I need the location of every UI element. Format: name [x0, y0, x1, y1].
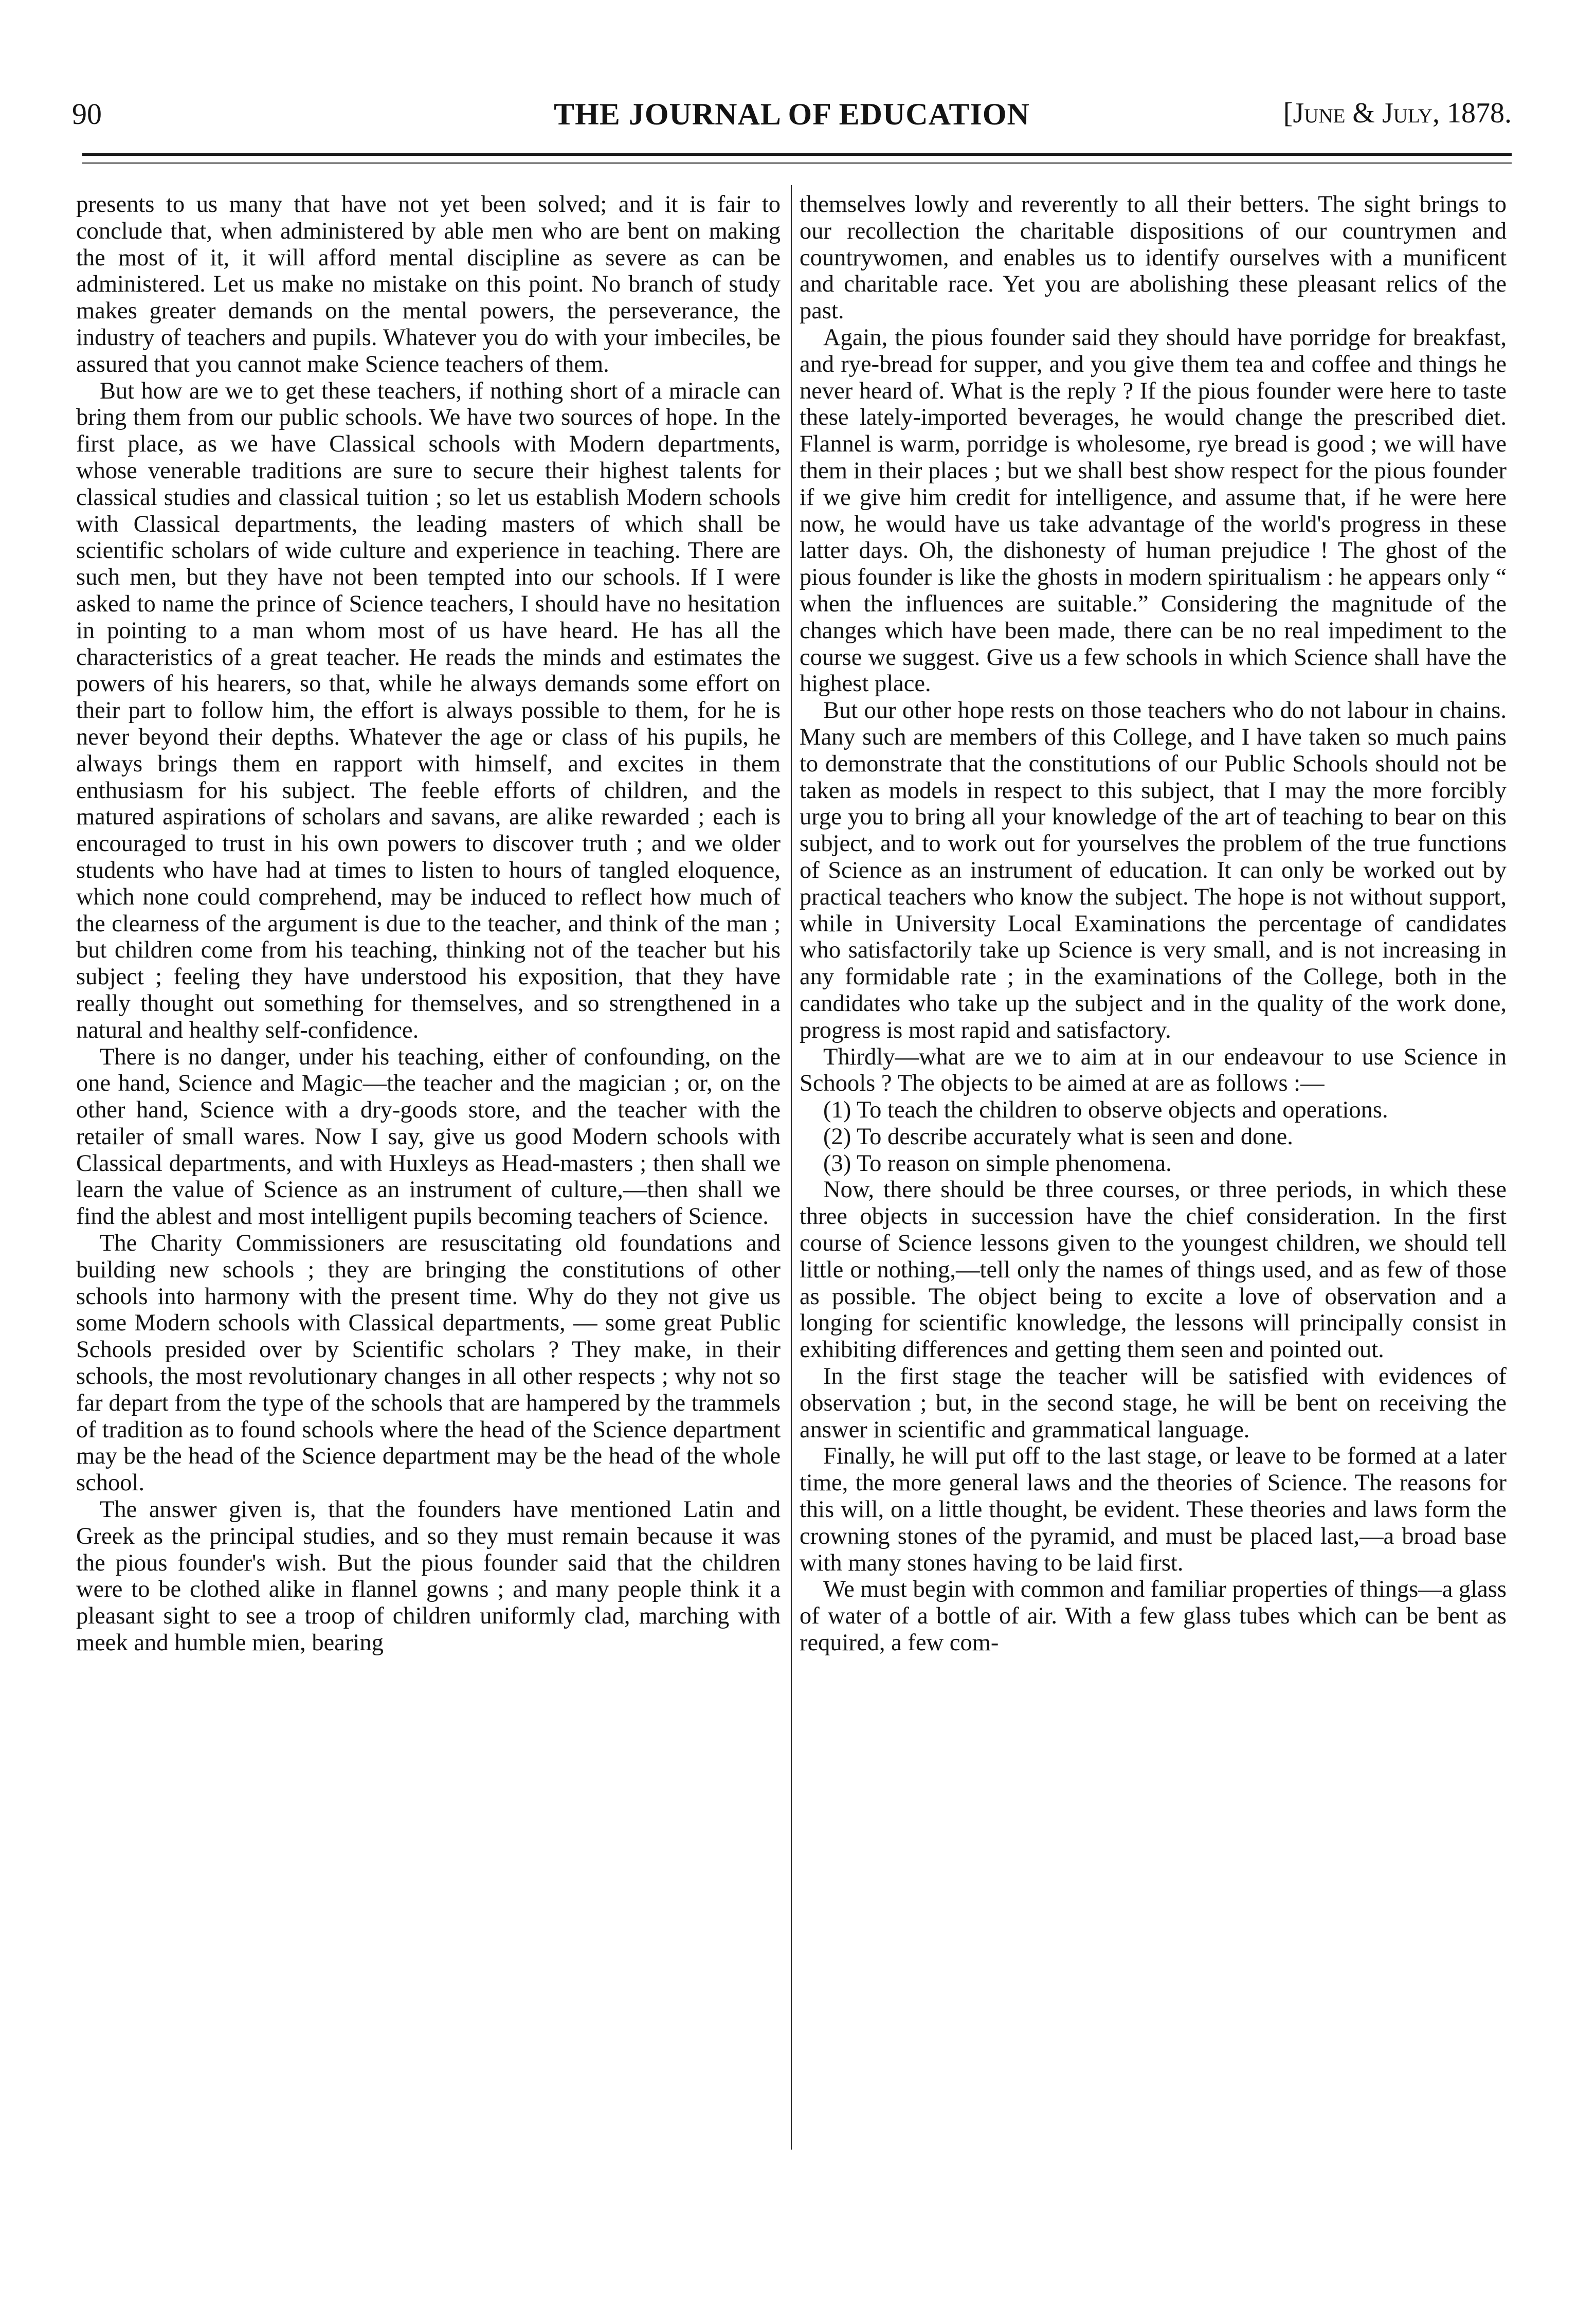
- list-item: (1) To teach the children to observe objects and operations.: [823, 1097, 1388, 1124]
- paragraph: themselves lowly and reverently to all their betters. The sight brings to our recollection the charitable dispositions of our countrymen and countrywomen, and enables us to identify ourselves with a munificent and charitable race. Yet you are abolishing these pleasant relics of the past.: [800, 191, 1507, 324]
- paragraph: But how are we to get these teachers, if nothing short of a miracle can bring them from our public schools. We have two sources of hope. In the first place, as we have Classical schools with Modern departments, whose venerable traditions are sure to secure their highest talents for classical studies and classical tuition ; so let us establish Modern schools with Classical departments, the leading masters of which shall be scientific scholars of wide culture and experience in teaching. There are such men, but they have not been tempted into our schools. If I were asked to name the prince of Science teachers, I should have no hesitation in pointing to a man whom most of us have heard. He has all the characteristics of a great teacher. He reads the minds and estimates the powers of his hearers, so that, while he always demands some effort on their part to follow him, the effort is always possible to them, for he is never beyond their depths. Whatever the age or class of his pupils, he always brings them en rapport with himself, and excites in them enthusiasm for his subject. The feeble efforts of children, and the matured aspirations of scholars and savans, are alike rewarded ; each is encouraged to trust in his own powers to discover truth ; and we older students who have had at times to listen to hours of tangled eloquence, which none could comprehend, may be induced to reflect how much of the clearness of the argument is due to the teacher, and think of the man ; but children come from his teaching, thinking not of the teacher but his subject ; feeling they have understood his exposition, that they have really thought out something for themselves, and so strengthened in a natural and healthy self-confidence.: [76, 377, 781, 1043]
- header-rule-thick: [82, 153, 1512, 156]
- page-header: [72, 97, 1512, 143]
- issue-year: , 1878.: [1432, 97, 1512, 129]
- left-column: [76, 191, 781, 1656]
- paragraph: There is no danger, under his teaching, either of confounding, on the one hand, Science and Magic—the teacher and the magician ; or, on the other hand, Science with a dry-goods store, and the teacher with the retailer of small wares. Now I say, give us good Modern schools with Classical departments, and with Huxleys as Head-masters ; then shall we learn the value of Science as an instrument of culture,—then shall we find the ablest and most intelligent pupils becoming teachers of Science.: [76, 1043, 781, 1230]
- paragraph: We must begin with common and familiar properties of things—a glass of water of a bottle of air. With a few glass tubes which can be bent as required, a few com-: [800, 1576, 1507, 1656]
- journal-title: THE JOURNAL OF EDUCATION: [554, 97, 1030, 131]
- paragraph: Finally, he will put off to the last stage, or leave to be formed at a later time, the more general laws and the theories of Science. The reasons for this will, on a little thought, be evident. These theories and laws form the crowning stones of the pyramid, and must be placed last,—a broad base with many stones having to be laid first.: [800, 1443, 1507, 1576]
- issue-months: [June & July: [1283, 97, 1432, 129]
- header-rule-thin: [82, 163, 1512, 164]
- page-number: 90: [72, 97, 102, 131]
- issue-date: [1283, 97, 1512, 130]
- paragraph: But our other hope rests on those teachers who do not labour in chains. Many such are members of this College, and I have taken so much pains to demonstrate that the constitutions of our Public Schools should not be taken as models in respect to this subject, that I may the more forcibly urge you to bring all your knowledge of the art of teaching to bear on this subject, and to work out for yourselves the problem of the true functions of Science as an instrument of education. It can only be worked out by practical teachers who know the subject. The hope is not without support, while in University Local Examinations the percentage of candidates who satisfactorily take up Science is very small, and is not increasing in any formidable rate ; in the examinations of the College, both in the candidates who take up the subject and in the quality of the work done, progress is most rapid and satisfactory.: [800, 697, 1507, 1043]
- list-item: (2) To describe accurately what is seen and done.: [823, 1123, 1293, 1150]
- paragraph: Thirdly—what are we to aim at in our endeavour to use Science in Schools ? The objects to be aimed at are as follows :—: [800, 1043, 1507, 1097]
- right-column: [800, 191, 1507, 1656]
- column-divider: [791, 185, 792, 2150]
- paragraph: The Charity Commissioners are resuscitating old foundations and building new schools ; they are bringing the constitutions of other schools into harmony with the present time. Why do they not give us some Modern schools with Classical departments, — some great Public Schools presided over by Scientific scholars ? They make, in their schools, the most revolutionary changes in all other respects ; why not so far depart from the type of the schools that are hampered by the trammels of tradition as to found schools where the head of the Science department may be the head of the Science department may be the head of the whole school.: [76, 1230, 781, 1496]
- paragraph: Now, there should be three courses, or three periods, in which these three objects in succession have the chief consideration. In the first course of Science lessons given to the youngest children, we should tell little or nothing,—tell only the names of things used, and as few of those as possible. The object being to excite a love of observation and a longing for scientific knowledge, the lessons will principally consist in exhibiting differences and getting them seen and pointed out.: [800, 1177, 1507, 1363]
- paragraph: presents to us many that have not yet been solved; and it is fair to conclude that, when administered by able men who are bent on making the most of it, it will afford mental discipline as severe as can be administered. Let us make no mistake on this point. No branch of study makes greater demands on the mental powers, the perseverance, the industry of teachers and pupils. Whatever you do with your imbeciles, be assured that you cannot make Science teachers of them.: [76, 191, 781, 377]
- list-item: (3) To reason on simple phenomena.: [823, 1150, 1172, 1177]
- paragraph: The answer given is, that the founders have mentioned Latin and Greek as the principal studies, and so they must remain because it was the pious founder's wish. But the pious founder said that the children were to be clothed alike in flannel gowns ; and many people think it a pleasant sight to see a troop of children uniformly clad, marching with meek and humble mien, bearing: [76, 1496, 781, 1656]
- paragraph: Again, the pious founder said they should have porridge for breakfast, and rye-bread for supper, and you give them tea and coffee and things he never heard of. What is the reply ? If the pious founder were here to taste these lately-imported beverages, he would change the prescribed diet. Flannel is warm, porridge is wholesome, rye bread is good ; we will have them in their places ; but we shall best show respect for the pious founder if we give him credit for intelligence, and assume that, if he were here now, he would have us take advantage of the world's progress in these latter days. Oh, the dishonesty of human prejudice ! The ghost of the pious founder is like the ghosts in modern spiritualism : he appears only “ when the influences are suitable.” Considering the magnitude of the changes which have been made, there can be no real impediment to the course we suggest. Give us a few schools in which Science shall have the highest place.: [800, 324, 1507, 697]
- paragraph: In the first stage the teacher will be satisfied with evidences of observation ; but, in the second stage, he will be bent on receiving the answer in scientific and grammatical language.: [800, 1363, 1507, 1443]
